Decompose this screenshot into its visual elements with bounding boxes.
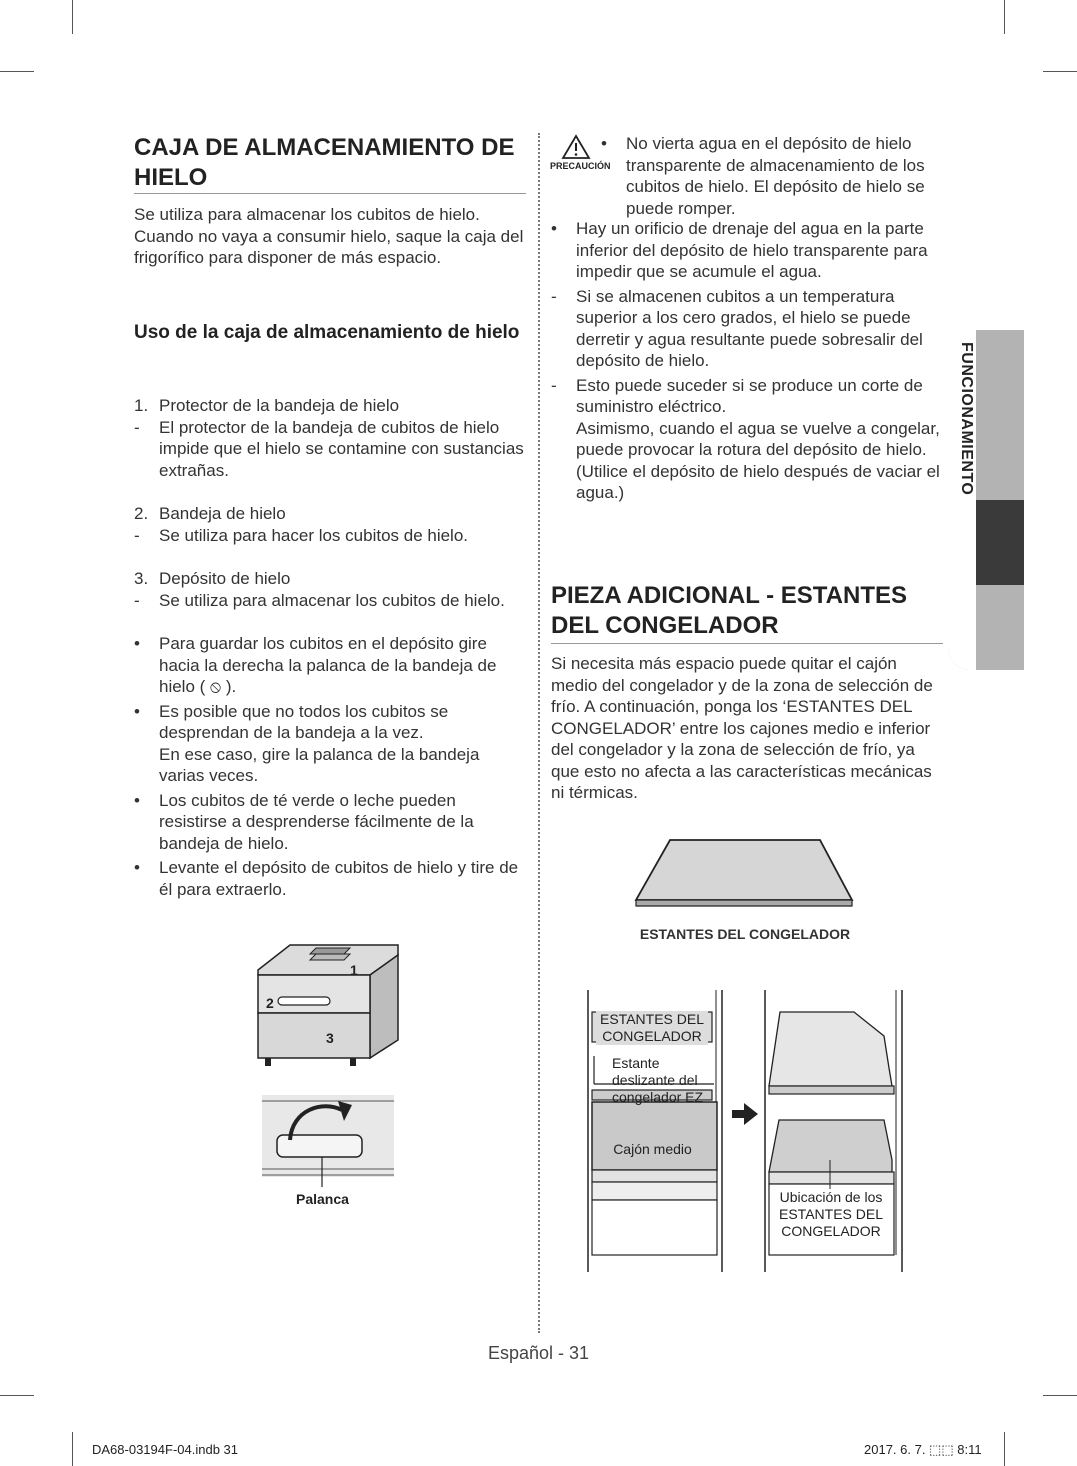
parts-list bbox=[134, 395, 526, 900]
caution-item: • No vierta agua en el depósito de hielo transparente de almacenamiento de los cubitos de hielo. El depósito de hielo se puede romper. bbox=[601, 134, 925, 218]
list-item: 2. Bandeja de hielo bbox=[134, 504, 286, 523]
left-column bbox=[134, 133, 526, 193]
lever-illustration bbox=[262, 1095, 394, 1187]
intro-paragraph: Si necesita más espacio puede quitar el cajón medio del congelador y de la zona de selección de frío. A continuación, ponga los ‘ESTANTES DEL CONGELADOR’ entre los cajones medio e inferior del congelador y la zona de selección de frío, ya que esto no afecta a las características mecánicas ni térmicas. bbox=[551, 654, 933, 802]
side-tab-marker bbox=[976, 500, 1024, 585]
bullet-item: • Los cubitos de té verde o leche pueden resistirse a desprenderse fácilmente de la bandeja de hielo. bbox=[134, 790, 474, 853]
left-sub bbox=[134, 321, 526, 345]
crop-mark bbox=[1043, 71, 1077, 72]
right-title-block bbox=[551, 581, 943, 641]
crop-mark bbox=[0, 1395, 34, 1396]
section-title: CAJA DE ALMACENAMIENTO DE HIELO bbox=[134, 134, 515, 191]
cajon-label: Cajón medio bbox=[613, 1141, 692, 1157]
right-intro bbox=[551, 653, 943, 804]
list-item: 1. Protector de la bandeja de hielo bbox=[134, 396, 400, 415]
footer-date: 2017. 6. 7. ⬚⬚ 8:11 bbox=[864, 1442, 982, 1457]
list-item: - Se utiliza para hacer los cubitos de hielo. bbox=[134, 525, 469, 545]
bullet-item: • Para guardar los cubitos en el depósito gire hacia la derecha la palanca de la bandeja de hielo ( ⦸ ). bbox=[134, 634, 497, 696]
list-item: - El protector de la bandeja de cubitos de hielo impide que el hielo se contamine con sustancias extrañas. bbox=[134, 417, 524, 480]
estantes-label: ESTANTES DEL CONGELADOR bbox=[596, 1011, 708, 1045]
crop-mark bbox=[1043, 1395, 1077, 1396]
shelf-caption: ESTANTES DEL CONGELADOR bbox=[639, 926, 851, 942]
page-number: Español - 31 bbox=[487, 1343, 590, 1363]
figure-number: 3 bbox=[326, 1030, 334, 1046]
shelf-illustration bbox=[632, 836, 857, 910]
crop-mark bbox=[1004, 0, 1005, 34]
bullet-item: • Levante el depósito de cubitos de hielo y tire de él para extraerlo. bbox=[134, 858, 519, 899]
ubicacion-label: Ubicación de los ESTANTES DEL CONGELADOR bbox=[770, 1189, 892, 1240]
subsection-title: Uso de la caja de almacenamiento de hielo bbox=[134, 322, 520, 343]
list-item: - Se utiliza para almacenar los cubitos de hielo. bbox=[134, 590, 505, 610]
crop-mark bbox=[72, 1432, 73, 1466]
section-title: PIEZA ADICIONAL - ESTANTES DEL CONGELADOR bbox=[551, 582, 908, 639]
title-rule bbox=[134, 193, 526, 194]
estante-ez-label: Estante deslizante del congelador EZ bbox=[612, 1055, 704, 1105]
caution-list bbox=[601, 133, 941, 219]
figure-number: 2 bbox=[266, 995, 274, 1011]
warning-icon bbox=[561, 134, 591, 160]
footer-file: DA68-03194F-04.indb 31 bbox=[92, 1442, 238, 1457]
figure-number: 1 bbox=[350, 962, 358, 978]
left-body bbox=[134, 204, 526, 269]
crop-mark bbox=[0, 71, 34, 72]
notes-list bbox=[551, 218, 943, 504]
note-item: • Hay un orificio de drenaje del agua en la parte inferior del depósito de hielo transparente para impedir que se acumule el agua. bbox=[551, 219, 928, 281]
caution-label: PRECAUCIÓN bbox=[550, 161, 611, 171]
bullet-item: • Es posible que no todos los cubitos se desprendan de la bandeja a la vez. En ese caso, gire la palanca de la bandeja varias veces. bbox=[134, 701, 480, 785]
intro-paragraph: Se utiliza para almacenar los cubitos de hielo. Cuando no vaya a consumir hielo, saque la caja del frigorífico para disponer de más espacio. bbox=[134, 205, 524, 267]
ice-box-illustration bbox=[250, 940, 410, 1070]
crop-mark bbox=[1004, 1432, 1005, 1466]
side-tab-label: FUNCIONAMIENTO bbox=[958, 342, 975, 496]
title-rule bbox=[551, 643, 943, 644]
note-item: - Esto puede suceder si se produce un corte de suministro eléctrico. Asimismo, cuando el agua se vuelve a congelar, puede provocar la rotura del depósito de hielo. (Utilice el depósito de hielo después de vaciar el agua.) bbox=[551, 375, 940, 502]
list-item: 3. Depósito de hielo bbox=[134, 569, 291, 588]
column-divider bbox=[538, 133, 540, 1333]
palanca-label: Palanca bbox=[296, 1191, 349, 1207]
crop-mark bbox=[72, 0, 73, 34]
note-item: - Si se almacenen cubitos a un temperatura superior a los cero grados, el hielo se puede derretir y agua resultante puede sobresalir del depósito de hielo. bbox=[551, 286, 923, 370]
